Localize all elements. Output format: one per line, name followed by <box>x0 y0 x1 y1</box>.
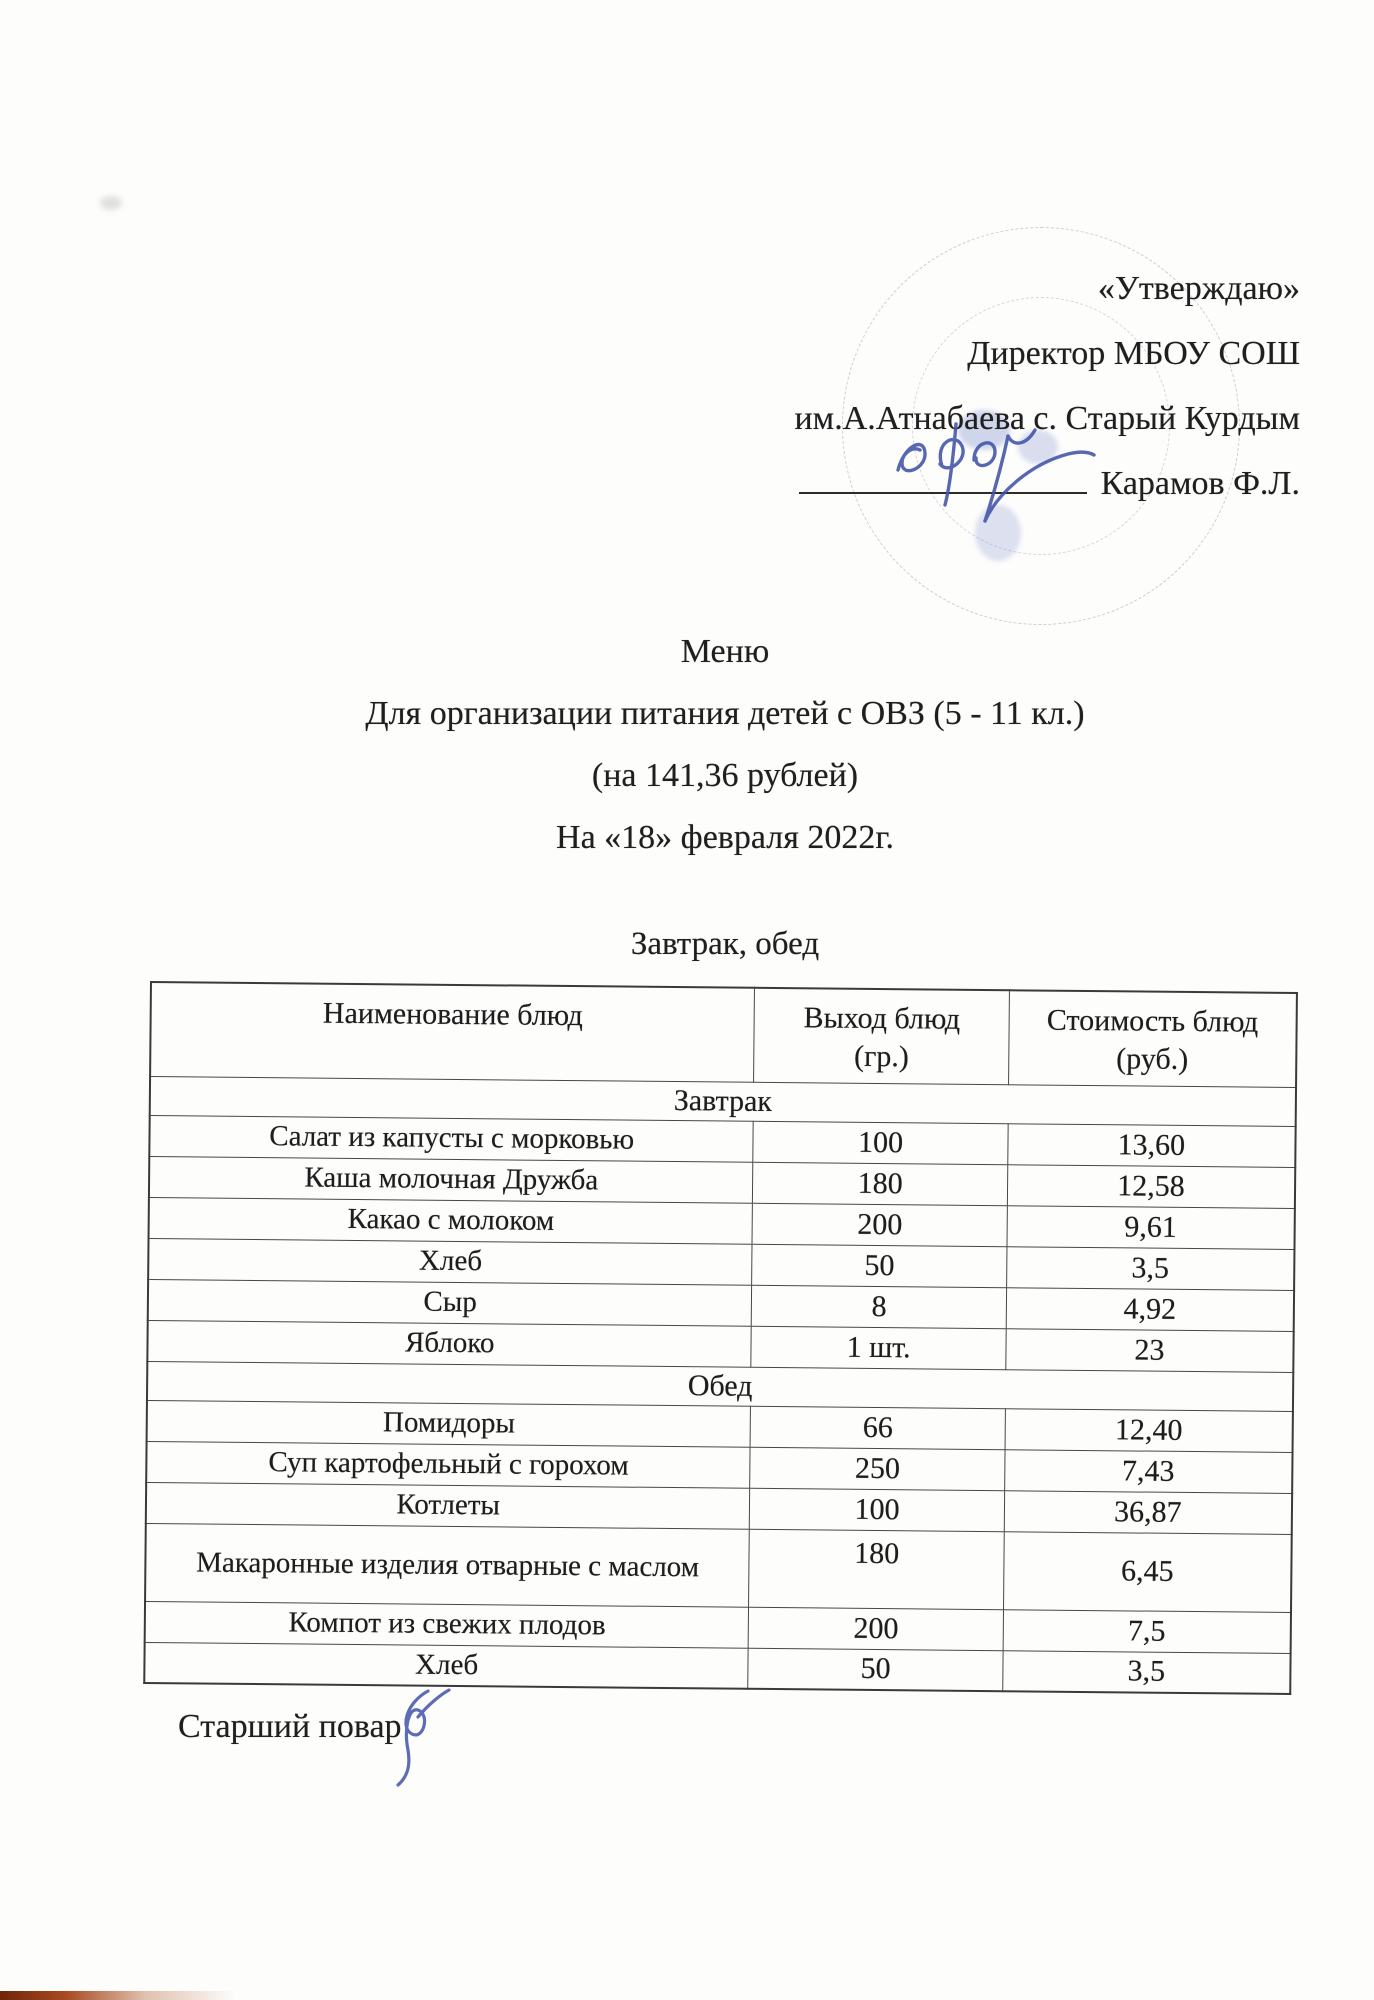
price-cell: 23 <box>1006 1328 1294 1372</box>
approval-line-3: им.А.Атнабаева с. Старый Курдым <box>794 400 1300 437</box>
doc-title: Меню <box>680 633 770 670</box>
section-label: Обед <box>147 1361 1293 1411</box>
weight-cell: 66 <box>750 1406 1005 1449</box>
menu-table <box>143 981 1298 1695</box>
weight-cell: 1 шт. <box>751 1326 1006 1369</box>
weight-cell: 100 <box>750 1488 1005 1531</box>
price-cell: 3,5 <box>1003 1650 1291 1694</box>
price-cell: 3,5 <box>1006 1246 1294 1290</box>
title-block <box>150 630 1300 878</box>
dish-name-cell: Котлеты <box>146 1482 750 1529</box>
column-header-price: Стоимость блюд (руб.) <box>1008 990 1297 1087</box>
dish-name-cell: Суп картофельный с горохом <box>146 1441 750 1488</box>
dish-name-cell: Помидоры <box>147 1400 751 1447</box>
cook-label: Старший повар <box>178 1708 402 1745</box>
weight-cell: 50 <box>752 1244 1007 1287</box>
dish-name-cell: Сыр <box>148 1279 752 1326</box>
dish-name-cell: Макаронные изделия отварные с маслом <box>145 1523 750 1607</box>
price-cell: 13,60 <box>1008 1123 1296 1167</box>
price-cell: 6,45 <box>1003 1531 1291 1612</box>
weight-cell: 250 <box>750 1447 1005 1490</box>
price-cell: 7,5 <box>1003 1609 1291 1653</box>
dish-name-cell: Какао с молоком <box>149 1197 753 1244</box>
weight-cell: 100 <box>753 1121 1008 1164</box>
weight-cell: 8 <box>752 1285 1007 1328</box>
table-caption: Завтрак, обед <box>630 926 820 962</box>
doc-date: На «18» февраля 2022г. <box>556 819 894 856</box>
price-cell: 12,58 <box>1007 1164 1295 1208</box>
director-signature <box>890 408 1120 533</box>
weight-cell: 50 <box>748 1648 1003 1691</box>
dish-name-cell: Компот из свежих плодов <box>145 1601 749 1648</box>
section-label: Завтрак <box>150 1076 1296 1126</box>
price-cell: 36,87 <box>1004 1490 1292 1534</box>
menu-table-wrap <box>143 981 1298 1695</box>
column-header-weight: Выход блюд (гр.) <box>754 988 1009 1084</box>
dish-name-cell: Хлеб <box>148 1238 752 1285</box>
scan-smudge <box>100 196 122 210</box>
price-cell: 4,92 <box>1006 1287 1294 1331</box>
weight-cell: 180 <box>753 1162 1008 1205</box>
price-cell: 12,40 <box>1005 1408 1293 1452</box>
cook-signature <box>388 1686 463 1788</box>
column-header-name: Наименование блюд <box>150 982 755 1082</box>
price-cell: 7,43 <box>1004 1449 1292 1493</box>
weight-cell: 200 <box>749 1607 1004 1650</box>
menu-row <box>145 1523 1292 1612</box>
weight-cell: 180 <box>749 1529 1004 1609</box>
director-name: Карамов Ф.Л. <box>1100 465 1300 502</box>
weight-cell: 200 <box>752 1203 1007 1246</box>
approval-line-2: Директор МБОУ СОШ <box>967 335 1300 372</box>
scan-edge-artifact <box>0 1991 235 2000</box>
approval-line-1: «Утверждаю» <box>1097 270 1300 307</box>
dish-name-cell: Хлеб <box>144 1642 748 1689</box>
header-row <box>150 982 1297 1087</box>
dish-name-cell: Яблоко <box>147 1320 751 1367</box>
dish-name-cell: Каша молочная Дружба <box>149 1156 753 1203</box>
price-cell: 9,61 <box>1007 1205 1295 1249</box>
doc-price-note: (на 141,36 рублей) <box>591 757 859 794</box>
dish-name-cell: Салат из капусты с морковью <box>149 1115 753 1162</box>
doc-subtitle: Для организации питания детей с ОВЗ (5 - 11 кл.) <box>365 695 1085 732</box>
